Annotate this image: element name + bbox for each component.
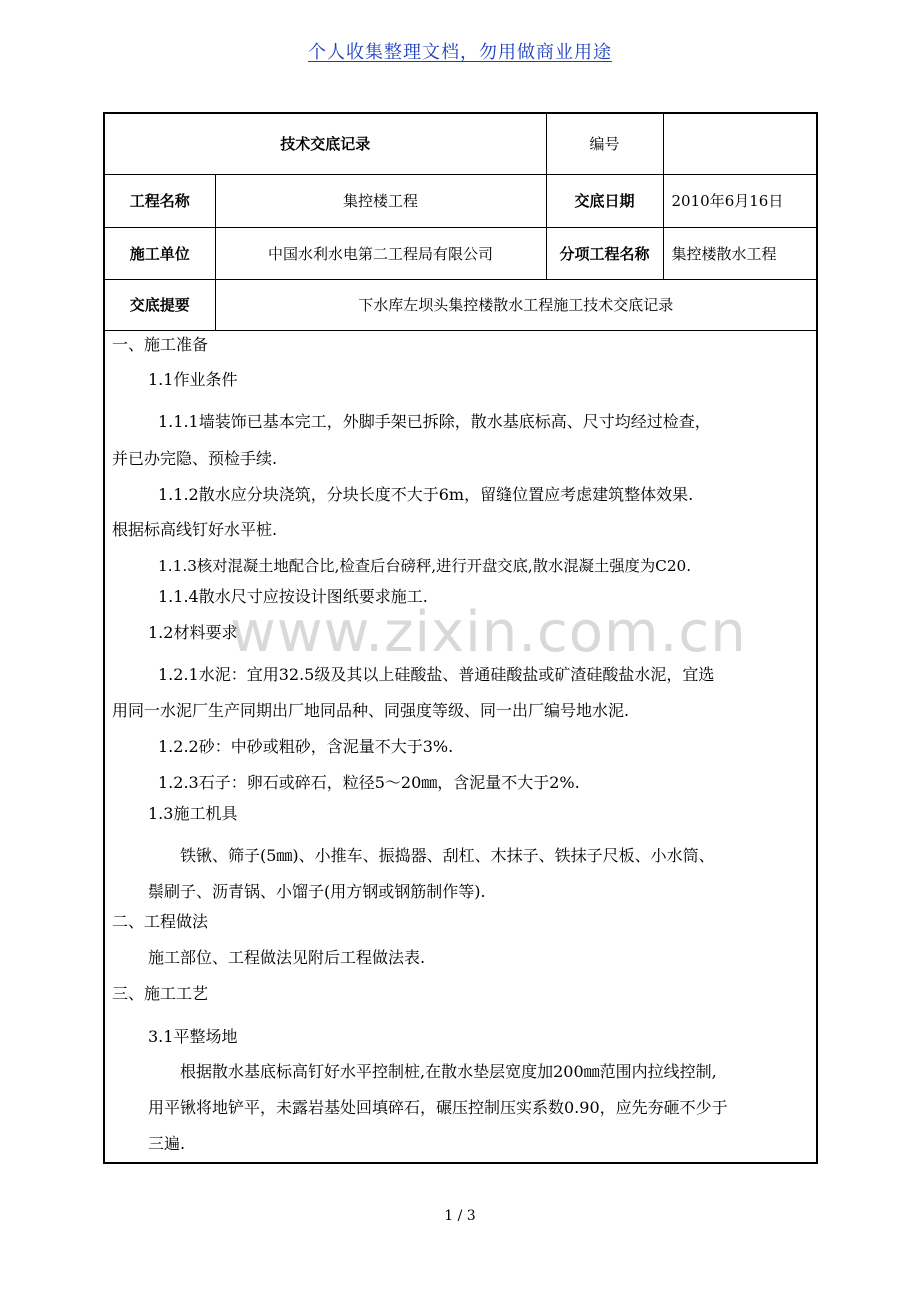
date-label: 交底日期: [546, 174, 663, 227]
body-paragraph-line: 根据散水基底标高钉好水平控制桩,在散水垫层宽度加200㎜范围内拉线控制,: [180, 1062, 717, 1081]
body-paragraph-line: 并已办完隐、预检手续.: [112, 449, 278, 468]
header-table: [105, 114, 816, 331]
project-name-value: 集控楼工程: [215, 174, 546, 227]
body-paragraph-line: 1.2.1水泥：宜用32.5级及其以上硅酸盐、普通硅酸盐或矿渣硅酸盐水泥，宜选: [158, 665, 715, 684]
project-name-label: 工程名称: [105, 174, 215, 227]
section-heading: 一、施工准备: [112, 335, 209, 354]
section-heading: 二、工程做法: [112, 912, 209, 931]
body-paragraph-line: 用同一水泥厂生产同期出厂地同品种、同强度等级、同一出厂编号地水泥.: [112, 701, 630, 720]
number-value: [663, 114, 816, 174]
subsection-heading: 3.1平整场地: [148, 1027, 238, 1046]
unit-value: 中国水利水电第二工程局有限公司: [215, 227, 546, 279]
disclosure-record-form: [103, 112, 818, 1164]
body-paragraph-line: 1.2.3石子：卵石或碎石，粒径5～20㎜，含泥量不大于2%.: [158, 773, 580, 792]
subsection-heading: 1.2材料要求: [148, 623, 238, 642]
subproject-value: 集控楼散水工程: [663, 227, 816, 279]
subproject-label: 分项工程名称: [546, 227, 663, 279]
body-paragraph-line: 鬃刷子、沥青锅、小馏子(用方钢或钢筋制作等).: [148, 882, 486, 901]
body-paragraph-line: 1.1.4散水尺寸应按设计图纸要求施工.: [158, 587, 428, 606]
summary-value: 下水库左坝头集控楼散水工程施工技术交底记录: [215, 279, 816, 330]
body-paragraph-line: 施工部位、工程做法见附后工程做法表.: [148, 948, 426, 967]
body-paragraph-line: 根据标高线钉好水平桩.: [112, 520, 278, 539]
date-value: 2010年6月16日: [663, 174, 816, 227]
section-heading: 三、施工工艺: [112, 984, 209, 1003]
body-paragraph-line: 铁锹、筛子(5㎜)、小推车、振捣器、刮杠、木抹子、铁抹子尺板、小水筒、: [180, 846, 715, 865]
watermark: www.zixin.com.cn: [230, 600, 747, 665]
unit-label: 施工单位: [105, 227, 215, 279]
number-label: 编号: [546, 114, 663, 174]
page-indicator: 1 / 3: [444, 1208, 476, 1224]
body-paragraph-line: 1.1.3核对混凝土地配合比,检查后台磅秤,进行开盘交底,散水混凝土强度为C20.: [158, 557, 692, 575]
subsection-heading: 1.1作业条件: [148, 370, 238, 389]
body-paragraph-line: 1.1.1墙装饰已基本完工，外脚手架已拆除，散水基底标高、尺寸均经过检查，: [158, 412, 711, 431]
body-paragraph-line: 1.2.2砂：中砂或粗砂，含泥量不大于3%.: [158, 737, 454, 756]
body-paragraph-line: 1.1.2散水应分块浇筑，分块长度不大于6m，留缝位置应考虑建筑整体效果.: [158, 485, 694, 504]
body-paragraph-line: 用平锹将地铲平，未露岩基处回填碎石，碾压控制压实系数0.90，应先夯砸不少于: [148, 1098, 728, 1117]
subsection-heading: 1.3施工机具: [148, 804, 238, 823]
body-paragraph-line: 三遍.: [148, 1134, 186, 1153]
header-note: 个人收集整理文档，勿用做商业用途: [308, 42, 612, 63]
form-title: 技术交底记录: [105, 114, 546, 174]
summary-label: 交底提要: [105, 279, 215, 330]
